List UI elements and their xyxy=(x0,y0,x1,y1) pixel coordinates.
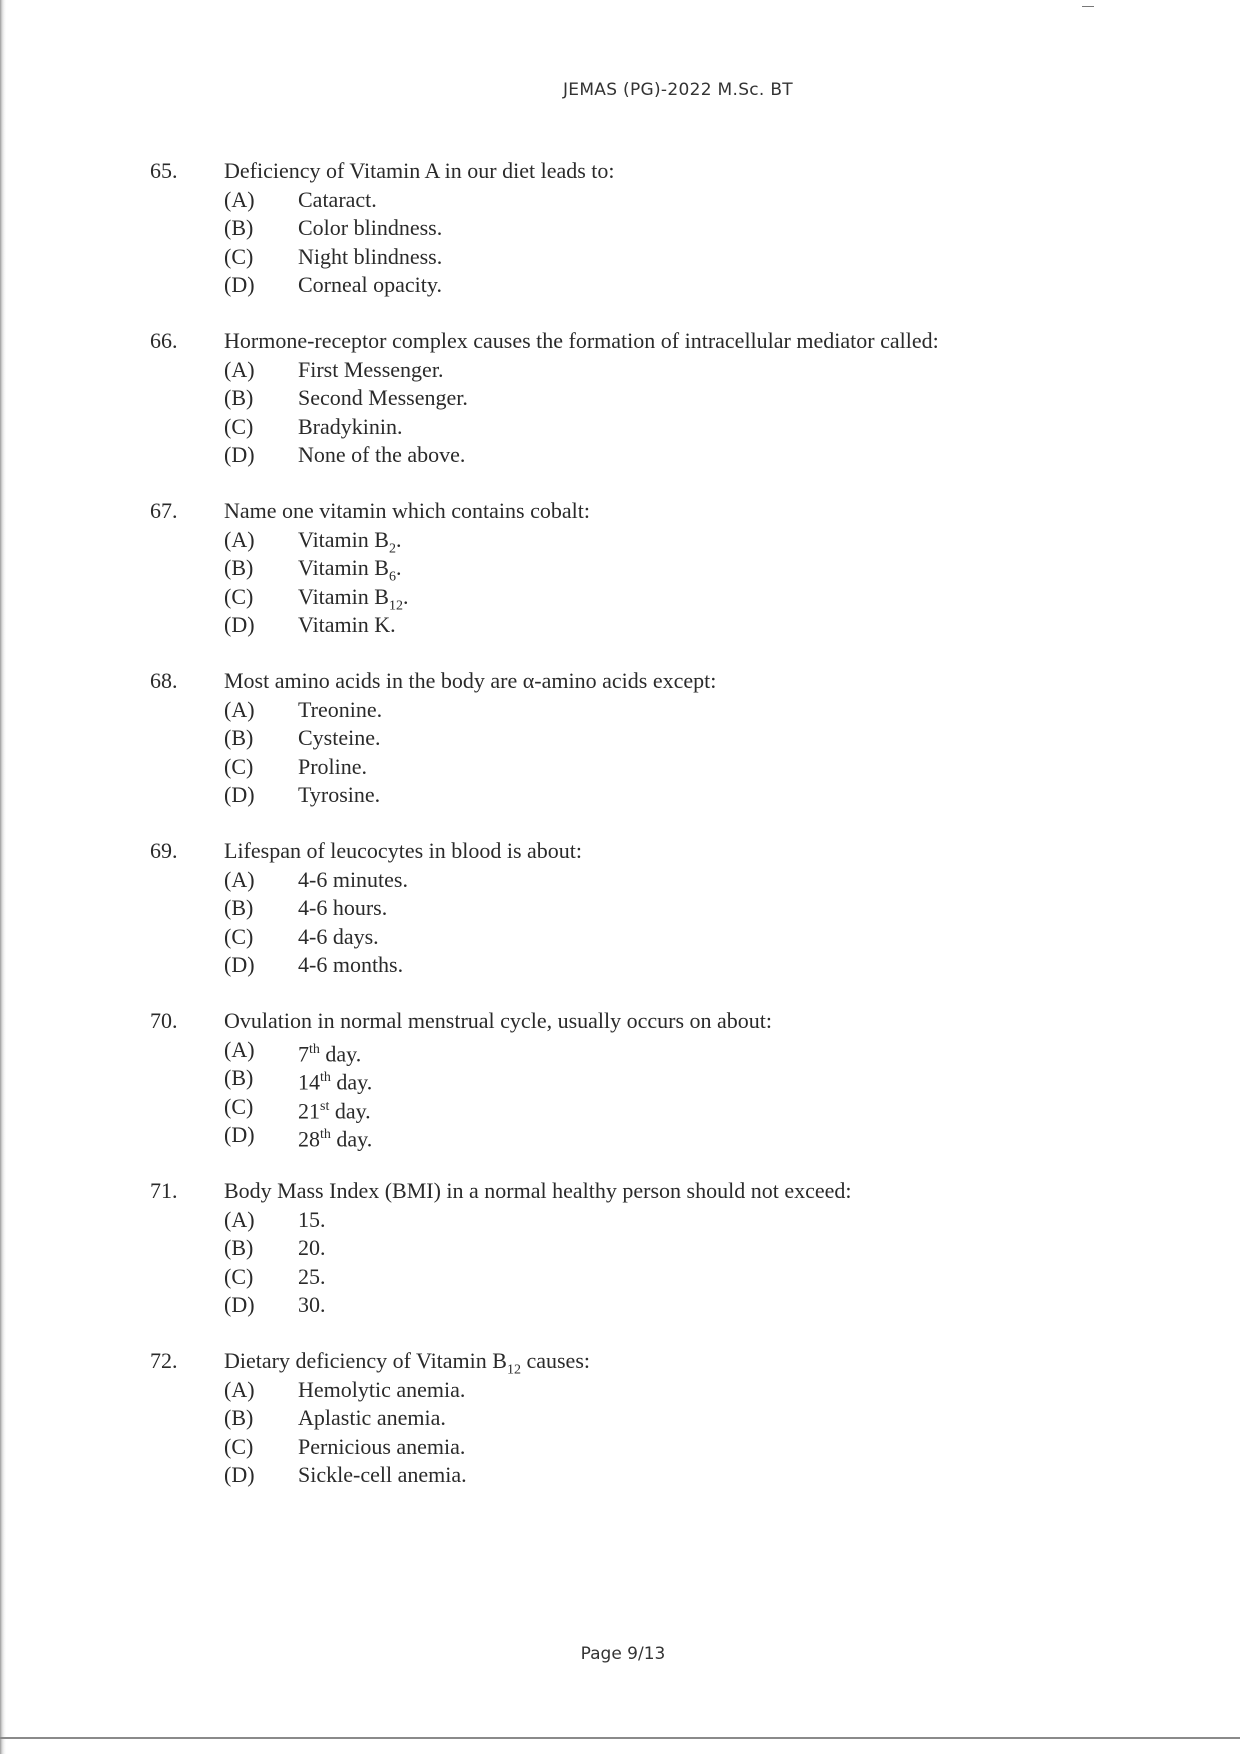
option-letter: (A) xyxy=(224,1206,255,1232)
option-text: 20. xyxy=(298,1235,326,1260)
option-text: 4-6 months. xyxy=(298,952,404,977)
question-71 xyxy=(150,1177,1050,1347)
option-text-main: Vitamin B xyxy=(298,555,389,580)
option-letter: (A) xyxy=(224,186,255,212)
option-a xyxy=(150,1376,1050,1405)
subscript: 2 xyxy=(388,540,396,556)
option-d xyxy=(150,781,1050,810)
option-letter: (C) xyxy=(224,583,254,609)
option-b xyxy=(150,1234,1050,1263)
question-list xyxy=(150,157,1050,1517)
option-letter: (B) xyxy=(224,725,254,750)
option-a xyxy=(150,526,1050,555)
superscript: th xyxy=(309,1041,320,1057)
option-d xyxy=(150,271,1050,300)
option-c xyxy=(150,413,1050,442)
option-a xyxy=(150,1206,1050,1235)
page-header xyxy=(0,80,1240,100)
option-letter: (D) xyxy=(224,1462,255,1487)
option-text-main: Vitamin B xyxy=(298,526,389,552)
question-stem xyxy=(150,1177,1050,1206)
subscript: 6 xyxy=(388,569,396,585)
option-text-end: day. xyxy=(330,1126,373,1152)
option-text xyxy=(298,611,396,649)
option-letter: (A) xyxy=(224,1036,255,1062)
option-letter: (D) xyxy=(224,272,255,297)
option-text: 4-6 minutes. xyxy=(298,866,408,892)
option-b xyxy=(150,894,1050,923)
option-letter: (C) xyxy=(224,753,254,779)
option-letter: (C) xyxy=(224,413,254,439)
option-text: Night blindness. xyxy=(298,243,443,269)
option-text: Second Messenger. xyxy=(298,385,468,410)
option-letter: (C) xyxy=(224,1263,254,1289)
option-letter: (D) xyxy=(224,1292,255,1317)
option-letter: (B) xyxy=(224,555,254,580)
option-letter: (C) xyxy=(224,243,254,269)
question-68 xyxy=(150,667,1050,837)
option-b xyxy=(150,1064,1050,1093)
option-text: Sickle-cell anemia. xyxy=(298,1462,467,1487)
option-d xyxy=(150,951,1050,980)
option-letter: (B) xyxy=(224,1235,254,1260)
question-text: Ovulation in normal menstrual cycle, usually occurs on about: xyxy=(224,1008,773,1033)
question-text: Hormone-receptor complex causes the formation of intracellular mediator called: xyxy=(224,328,939,353)
bottom-rule xyxy=(0,1737,1240,1739)
question-66 xyxy=(150,327,1050,497)
question-stem xyxy=(150,157,1050,186)
question-text: Deficiency of Vitamin A in our diet leads to: xyxy=(224,158,615,183)
option-text-main: 7 xyxy=(298,1040,309,1066)
option-letter: (C) xyxy=(224,1093,254,1119)
question-stem xyxy=(150,667,1050,696)
option-text-end: day. xyxy=(330,1069,373,1095)
option-letter: (B) xyxy=(224,1405,254,1430)
option-text-end: . xyxy=(395,555,402,580)
option-text: 25. xyxy=(298,1263,326,1289)
page-footer xyxy=(0,1644,1240,1664)
option-text: Cataract. xyxy=(298,186,377,212)
option-letter: (B) xyxy=(224,895,254,920)
question-stem xyxy=(150,837,1050,866)
option-text: Aplastic anemia. xyxy=(298,1405,446,1430)
superscript: st xyxy=(320,1098,330,1114)
option-text-end: . xyxy=(395,526,402,552)
option-a xyxy=(150,1036,1050,1065)
option-text: Bradykinin. xyxy=(298,413,403,439)
question-stem xyxy=(150,327,1050,356)
question-text: Name one vitamin which contains cobalt: xyxy=(224,498,590,523)
option-letter: (A) xyxy=(224,696,255,722)
option-text: Hemolytic anemia. xyxy=(298,1376,466,1402)
option-text: None of the above. xyxy=(298,442,466,467)
option-c xyxy=(150,923,1050,952)
option-text xyxy=(298,1121,372,1154)
question-number: 67. xyxy=(150,498,178,523)
option-b xyxy=(150,724,1050,753)
question-number: 66. xyxy=(150,328,178,353)
option-letter: (B) xyxy=(224,385,254,410)
option-letter: (B) xyxy=(224,215,254,240)
option-text-main: Vitamin K. xyxy=(298,612,396,637)
option-b xyxy=(150,1404,1050,1433)
option-letter: (A) xyxy=(224,1376,255,1402)
option-text: Treonine. xyxy=(298,696,383,722)
superscript: th xyxy=(320,1070,331,1085)
question-69 xyxy=(150,837,1050,1007)
option-text-main: 21 xyxy=(298,1097,320,1123)
option-d xyxy=(150,441,1050,470)
option-text: First Messenger. xyxy=(298,356,444,382)
option-d xyxy=(150,1291,1050,1320)
superscript: th xyxy=(320,1127,331,1142)
option-text: 4-6 days. xyxy=(298,923,379,949)
option-text: Cysteine. xyxy=(298,725,381,750)
option-letter: (A) xyxy=(224,526,255,552)
option-text-end: . xyxy=(402,583,409,609)
exam-title: JEMAS (PG)-2022 M.Sc. BT xyxy=(562,80,793,100)
option-text: Tyrosine. xyxy=(298,782,381,807)
option-letter: (C) xyxy=(224,923,254,949)
page-number: Page 9/13 xyxy=(580,1644,666,1664)
question-text: Most amino acids in the body are α-amino acids except: xyxy=(224,668,717,693)
question-text: Lifespan of leucocytes in blood is about: xyxy=(224,838,583,863)
option-letter: (D) xyxy=(224,782,255,807)
question-text: Body Mass Index (BMI) in a normal healthy person should not exceed: xyxy=(224,1178,852,1203)
option-text-main: 28 xyxy=(298,1126,320,1152)
option-a xyxy=(150,696,1050,725)
option-letter: (D) xyxy=(224,612,255,637)
option-text: 4-6 hours. xyxy=(298,895,388,920)
scan-edge xyxy=(0,0,6,1754)
option-text: Color blindness. xyxy=(298,215,443,240)
option-text: Pernicious anemia. xyxy=(298,1433,466,1459)
question-stem xyxy=(150,1007,1050,1036)
question-number: 72. xyxy=(150,1348,178,1373)
subscript: 12 xyxy=(388,597,403,613)
option-c xyxy=(150,243,1050,272)
option-text-end: day. xyxy=(329,1097,371,1123)
option-text: 15. xyxy=(298,1206,326,1232)
option-a xyxy=(150,866,1050,895)
option-text-main: Vitamin B xyxy=(298,583,389,609)
question-number: 70. xyxy=(150,1008,178,1033)
option-text: 30. xyxy=(298,1292,326,1317)
option-c xyxy=(150,1433,1050,1462)
option-letter: (A) xyxy=(224,356,255,382)
question-stem xyxy=(150,1347,1050,1376)
option-letter: (D) xyxy=(224,952,255,977)
option-c xyxy=(150,583,1050,612)
question-72 xyxy=(150,1347,1050,1517)
option-letter: (A) xyxy=(224,866,255,892)
option-d xyxy=(150,1461,1050,1490)
question-number: 69. xyxy=(150,838,178,863)
question-65 xyxy=(150,157,1050,327)
subscript: 12 xyxy=(506,1362,521,1378)
option-a xyxy=(150,356,1050,385)
option-text-main: 14 xyxy=(298,1069,320,1095)
question-number: 71. xyxy=(150,1178,178,1203)
option-b xyxy=(150,554,1050,583)
option-d xyxy=(150,1121,1050,1150)
option-letter: (C) xyxy=(224,1433,254,1459)
option-c xyxy=(150,1263,1050,1292)
option-text-end: day. xyxy=(319,1040,362,1066)
question-67 xyxy=(150,497,1050,667)
option-d xyxy=(150,611,1050,640)
option-b xyxy=(150,214,1050,243)
option-c xyxy=(150,1093,1050,1122)
option-letter: (D) xyxy=(224,1122,255,1147)
question-stem xyxy=(150,497,1050,526)
question-text-main: Dietary deficiency of Vitamin B xyxy=(224,1348,507,1373)
scan-mark xyxy=(1082,6,1094,7)
option-c xyxy=(150,753,1050,782)
option-letter: (D) xyxy=(224,442,255,467)
option-letter: (B) xyxy=(224,1065,254,1090)
question-number: 68. xyxy=(150,668,178,693)
question-text-end: causes: xyxy=(520,1348,590,1373)
option-text: Proline. xyxy=(298,753,368,779)
option-text: Corneal opacity. xyxy=(298,272,442,297)
question-70 xyxy=(150,1007,1050,1177)
option-b xyxy=(150,384,1050,413)
question-number: 65. xyxy=(150,158,178,183)
option-a xyxy=(150,186,1050,215)
